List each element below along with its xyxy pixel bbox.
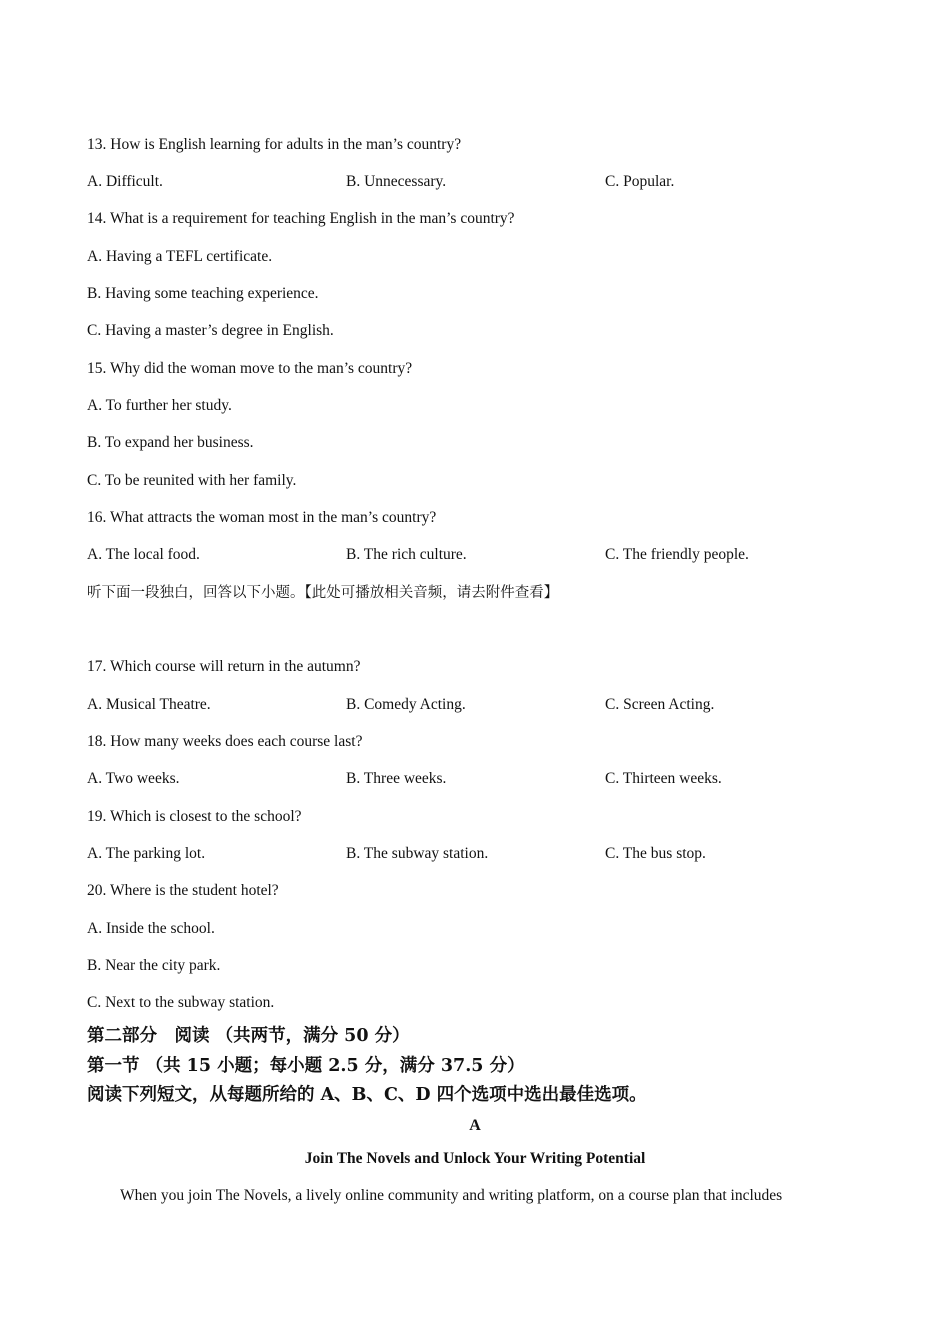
question-20: 20. Where is the student hotel? <box>87 882 279 899</box>
question-19: 19. Which is closest to the school? <box>87 808 302 825</box>
q13-option-b: B. Unnecessary. <box>346 173 447 190</box>
question-15: 15. Why did the woman move to the man’s country? <box>87 360 413 377</box>
question-18: 18. How many weeks does each course last? <box>87 733 363 750</box>
q16-option-a: A. The local food. <box>87 546 200 563</box>
question-16: 16. What attracts the woman most in the man’s country? <box>87 509 437 526</box>
q13-option-c: C. Popular. <box>605 173 675 190</box>
q16-option-c: C. The friendly people. <box>605 546 749 563</box>
passage-title: Join The Novels and Unlock Your Writing Potential <box>304 1150 646 1167</box>
q17-option-b: B. Comedy Acting. <box>346 696 466 713</box>
question-13: 13. How is English learning for adults in the man’s country? <box>87 136 462 153</box>
q15-option-c: C. To be reunited with her family. <box>87 472 297 489</box>
q18-option-c: C. Thirteen weeks. <box>605 770 722 787</box>
q15-option-a: A. To further her study. <box>87 397 232 414</box>
q20-option-c: C. Next to the subway station. <box>87 994 275 1011</box>
q18-option-b: B. Three weeks. <box>346 770 447 787</box>
section-one-heading: 第一节 （共 15 小题；每小题 2.5 分，满分 37.5 分） <box>87 1056 525 1076</box>
passage-letter: A <box>469 1117 481 1134</box>
q14-option-c: C. Having a master’s degree in English. <box>87 322 334 339</box>
q19-option-b: B. The subway station. <box>346 845 489 862</box>
q15-option-b: B. To expand her business. <box>87 434 254 451</box>
passage-paragraph: When you join The Novels, a lively online community and writing platform, on a course plan that includes <box>120 1187 783 1204</box>
q14-option-b: B. Having some teaching experience. <box>87 285 319 302</box>
q20-option-b: B. Near the city park. <box>87 957 221 974</box>
question-17: 17. Which course will return in the autumn? <box>87 658 361 675</box>
q19-option-a: A. The parking lot. <box>87 845 206 862</box>
q17-option-a: A. Musical Theatre. <box>87 696 211 713</box>
q17-option-c: C. Screen Acting. <box>605 696 715 713</box>
part-two-heading: 第二部分 阅读 （共两节，满分 50 分） <box>87 1026 410 1046</box>
q20-option-a: A. Inside the school. <box>87 920 215 937</box>
q19-option-c: C. The bus stop. <box>605 845 706 862</box>
question-14: 14. What is a requirement for teaching English in the man’s country? <box>87 210 515 227</box>
q18-option-a: A. Two weeks. <box>87 770 180 787</box>
reading-instruction: 阅读下列短文，从每题所给的 A、B、C、D 四个选项中选出最佳选项。 <box>87 1085 647 1105</box>
q16-option-b: B. The rich culture. <box>346 546 467 563</box>
q14-option-a: A. Having a TEFL certificate. <box>87 248 273 265</box>
q13-option-a: A. Difficult. <box>87 173 163 190</box>
monologue-instruction: 听下面一段独白，回答以下小题。【此处可播放相关音频，请去附件查看】 <box>87 585 559 601</box>
